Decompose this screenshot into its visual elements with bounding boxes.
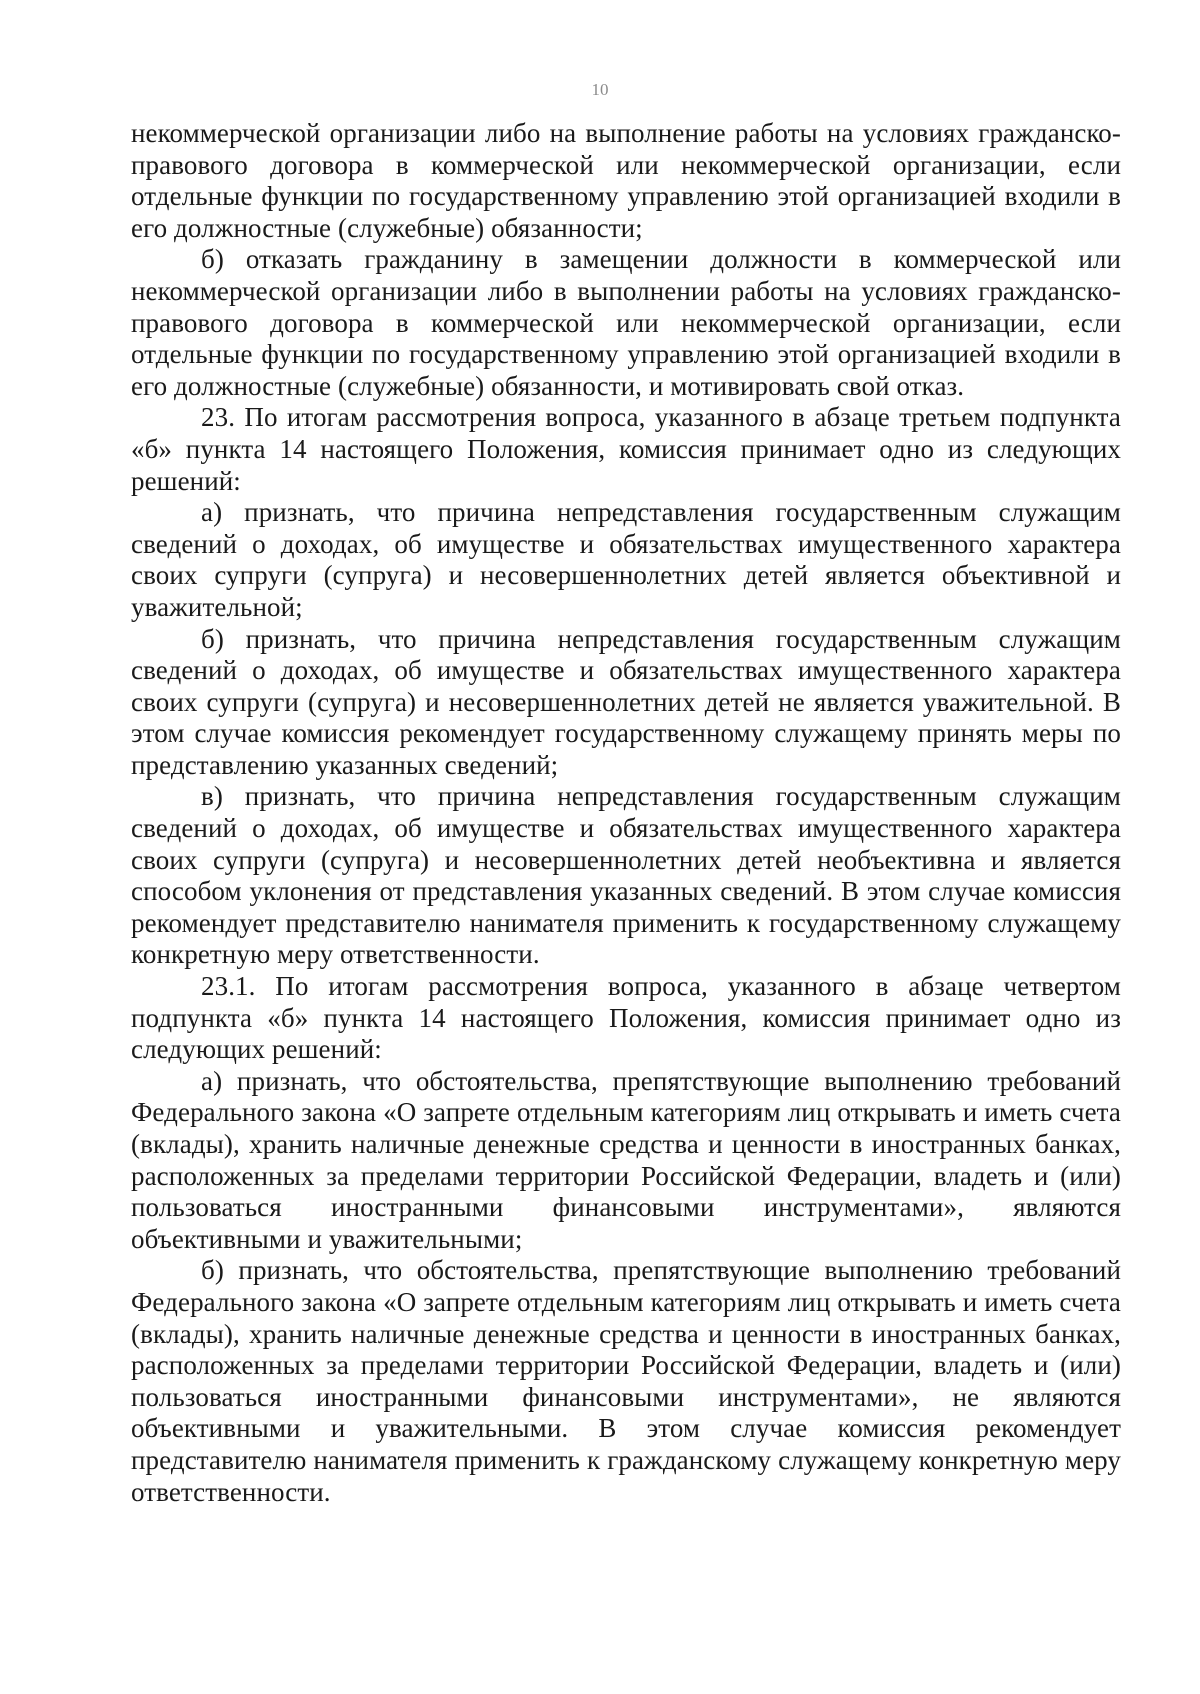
paragraph-23: 23. По итогам рассмотрения вопроса, указанного в абзаце третьем подпункта «б» пункта 14 настоящего Положения, комиссия принимает одно из следующих решений: <box>131 402 1121 496</box>
paragraph-23v: в) признать, что причина непредставления государственным служащим сведений о доходах, об имуществе и обязательствах имущественного характера своих супруги (супруга) и несовершеннолетних детей необъективна и является способом уклонения от представления указанных сведений. В этом случае комиссия рекомендует представителю нанимателя применить к государственному служащему конкретную меру ответственности. <box>131 781 1121 970</box>
paragraph-23-1: 23.1. По итогам рассмотрения вопроса, указанного в абзаце четвертом подпункта «б» пункта 14 настоящего Положения, комиссия принимает одно из следующих решений: <box>131 971 1121 1065</box>
paragraph-continuation: некоммерческой организации либо на выполнение работы на условиях гражданско-правового договора в коммерческой или некоммерческой организации, если отдельные функции по государственному управлению этой организацией входили в его должностные (служебные) обязанности; <box>131 118 1121 243</box>
paragraph-23a: а) признать, что причина непредставления государственным служащим сведений о доходах, об имуществе и обязательствах имущественного характера своих супруги (супруга) и несовершеннолетних детей является объективной и уважительной; <box>131 497 1121 622</box>
paragraph-23-1b: б) признать, что обстоятельства, препятствующие выполнению требований Федерального закона «О запрете отдельным категориям лиц открывать и иметь счета (вклады), хранить наличные денежные средства и ценности в иностранных банках, расположенных за пределами территории Российской Федерации, владеть и (или) пользоваться иностранными финансовыми инструментами», не являются объективными и уважительными. В этом случае комиссия рекомендует представителю нанимателя применить к гражданскому служащему конкретную меру ответственности. <box>131 1255 1121 1507</box>
paragraph-23b: б) признать, что причина непредставления государственным служащим сведений о доходах, об имуществе и обязательствах имущественного характера своих супруги (супруга) и несовершеннолетних детей не является уважительной. В этом случае комиссия рекомендует государственному служащему принять меры по представлению указанных сведений; <box>131 623 1121 780</box>
paragraph-22b: б) отказать гражданину в замещении должности в коммерческой или некоммерческой организации либо в выполнении работы на условиях гражданско-правового договора в коммерческой или некоммерческой организации, если отдельные функции по государственному управлению этой организацией входили в его должностные (служебные) обязанности, и мотивировать свой отказ. <box>131 244 1121 401</box>
paragraph-23-1a: а) признать, что обстоятельства, препятствующие выполнению требований Федерального закона «О запрете отдельным категориям лиц открывать и иметь счета (вклады), хранить наличные денежные средства и ценности в иностранных банках, расположенных за пределами территории Российской Федерации, владеть и (или) пользоваться иностранными финансовыми инструментами», являются объективными и уважительными; <box>131 1065 1121 1254</box>
page-number: 10 <box>591 80 609 99</box>
document-body <box>131 118 1121 1508</box>
